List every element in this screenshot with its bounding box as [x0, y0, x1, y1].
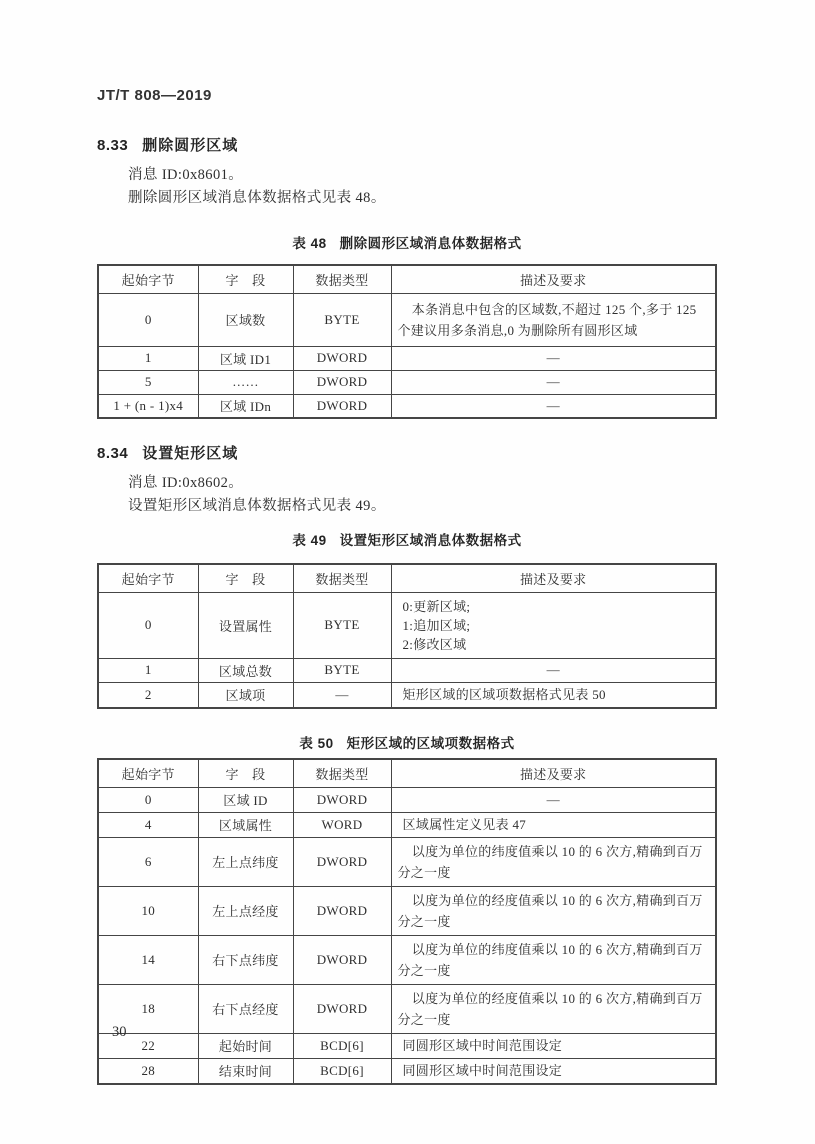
column-header-field: 字 段: [198, 265, 293, 293]
column-header-data-type: 数据类型: [293, 759, 391, 787]
data-type-cell: BYTE: [293, 592, 391, 658]
table-caption-text: 设置矩形区域消息体数据格式: [339, 533, 522, 548]
column-header-field: 字 段: [198, 759, 293, 787]
page-number: 30: [112, 1024, 127, 1040]
data-type-cell: BCD[6]: [293, 1058, 391, 1084]
start-byte-cell: 0: [98, 592, 198, 658]
field-cell: 区域 ID: [198, 787, 293, 812]
field-cell: 设置属性: [198, 592, 293, 658]
column-header-start-byte: 起始字节: [98, 564, 198, 592]
table-caption-text: 删除圆形区域消息体数据格式: [339, 236, 522, 251]
data-type-cell: DWORD: [293, 837, 391, 886]
description-cell: 以度为单位的经度值乘以 10 的 6 次方,精确到百万分之一度: [391, 984, 716, 1033]
table-row: [98, 935, 716, 984]
column-header-data-type: 数据类型: [293, 564, 391, 592]
table-48-caption: [97, 232, 717, 252]
description-cell: 同圆形区域中时间范围设定: [391, 1033, 716, 1058]
paragraph-table-ref: 删除圆形区域消息体数据格式见表 48。: [128, 190, 386, 206]
column-header-start-byte: 起始字节: [98, 759, 198, 787]
field-cell: 右下点纬度: [198, 935, 293, 984]
section-title: 删除圆形区域: [142, 137, 239, 154]
data-type-cell: DWORD: [293, 886, 391, 935]
description-cell: —: [391, 787, 716, 812]
start-byte-cell: 14: [98, 935, 198, 984]
description-cell: 本条消息中包含的区域数,不超过 125 个,多于 125 个建议用多条消息,0 为删除所有圆形区域: [391, 293, 716, 346]
description-cell: 以度为单位的纬度值乘以 10 的 6 次方,精确到百万分之一度: [391, 837, 716, 886]
table-row: [98, 658, 716, 682]
description-cell: 以度为单位的纬度值乘以 10 的 6 次方,精确到百万分之一度: [391, 935, 716, 984]
header-row: [98, 265, 716, 293]
table-row: [98, 592, 716, 658]
start-byte-cell: 2: [98, 682, 198, 708]
data-type-cell: BYTE: [293, 293, 391, 346]
table-row: [98, 293, 716, 346]
field-cell: 左上点纬度: [198, 837, 293, 886]
header-row: [98, 564, 716, 592]
table-row: [98, 886, 716, 935]
section-number: 8.33: [97, 137, 129, 154]
description-cell: —: [391, 370, 716, 394]
table-49: [97, 563, 717, 709]
table-row: [98, 394, 716, 418]
table-48: [97, 264, 717, 419]
start-byte-cell: 5: [98, 370, 198, 394]
data-type-cell: DWORD: [293, 346, 391, 370]
table-row: [98, 837, 716, 886]
start-byte-cell: 22: [98, 1033, 198, 1058]
description-cell: —: [391, 658, 716, 682]
description-cell: —: [391, 346, 716, 370]
data-type-cell: BCD[6]: [293, 1033, 391, 1058]
field-cell: 区域 ID1: [198, 346, 293, 370]
description-line: 2:修改区域: [402, 636, 467, 652]
table-caption-text: 矩形区域的区域项数据格式: [346, 736, 515, 751]
data-type-cell: DWORD: [293, 984, 391, 1033]
data-type-cell: —: [293, 682, 391, 708]
field-cell: 区域数: [198, 293, 293, 346]
description-line: 0:更新区域;: [402, 598, 471, 614]
data-type-cell: BYTE: [293, 658, 391, 682]
description-cell: —: [391, 394, 716, 418]
table-49-caption: [97, 529, 717, 549]
column-header-start-byte: 起始字节: [98, 265, 198, 293]
paragraph-table-ref: 设置矩形区域消息体数据格式见表 49。: [128, 498, 386, 514]
column-header-description: 描述及要求: [391, 265, 716, 293]
table-50: [97, 758, 717, 1085]
data-type-cell: DWORD: [293, 935, 391, 984]
table-row: [98, 346, 716, 370]
field-cell: 区域项: [198, 682, 293, 708]
data-type-cell: DWORD: [293, 787, 391, 812]
section-heading-8-33: [97, 134, 717, 155]
start-byte-cell: 6: [98, 837, 198, 886]
section-number: 8.34: [97, 445, 129, 462]
paragraph-message-id: 消息 ID:0x8601。: [128, 167, 244, 183]
table-row: [98, 812, 716, 837]
start-byte-cell: 0: [98, 787, 198, 812]
start-byte-cell: 1 + (n - 1)x4: [98, 394, 198, 418]
description-cell: 同圆形区域中时间范围设定: [391, 1058, 716, 1084]
start-byte-cell: 28: [98, 1058, 198, 1084]
data-type-cell: DWORD: [293, 370, 391, 394]
table-row: [98, 1033, 716, 1058]
table-row: [98, 1058, 716, 1084]
table-caption-label: 表 49: [292, 533, 327, 548]
field-cell: 区域 IDn: [198, 394, 293, 418]
column-header-data-type: 数据类型: [293, 265, 391, 293]
section-heading-8-34: [97, 442, 717, 463]
description-cell: 区域属性定义见表 47: [391, 812, 716, 837]
field-cell: 区域属性: [198, 812, 293, 837]
table-row: [98, 984, 716, 1033]
start-byte-cell: 0: [98, 293, 198, 346]
start-byte-cell: 4: [98, 812, 198, 837]
table-50-caption: [97, 732, 717, 752]
table-caption-label: 表 48: [292, 236, 327, 251]
field-cell: ……: [198, 370, 293, 394]
description-cell: [391, 592, 716, 658]
start-byte-cell: 1: [98, 658, 198, 682]
header-row: [98, 759, 716, 787]
description-cell: 以度为单位的经度值乘以 10 的 6 次方,精确到百万分之一度: [391, 886, 716, 935]
table-row: [98, 370, 716, 394]
field-cell: 起始时间: [198, 1033, 293, 1058]
start-byte-cell: 18: [98, 984, 198, 1033]
description-cell: 矩形区域的区域项数据格式见表 50: [391, 682, 716, 708]
table-row: [98, 787, 716, 812]
table-caption-label: 表 50: [299, 736, 334, 751]
column-header-field: 字 段: [198, 564, 293, 592]
running-head-standard-number: JT/T 808—2019: [97, 87, 212, 104]
column-header-description: 描述及要求: [391, 564, 716, 592]
column-header-description: 描述及要求: [391, 759, 716, 787]
start-byte-cell: 10: [98, 886, 198, 935]
field-cell: 结束时间: [198, 1058, 293, 1084]
page-content: [97, 0, 717, 1085]
description-line: 1:追加区域;: [402, 617, 471, 633]
data-type-cell: WORD: [293, 812, 391, 837]
table-row: [98, 682, 716, 708]
field-cell: 左上点经度: [198, 886, 293, 935]
section-title: 设置矩形区域: [142, 445, 239, 462]
paragraph-message-id: 消息 ID:0x8602。: [128, 475, 244, 491]
field-cell: 右下点经度: [198, 984, 293, 1033]
data-type-cell: DWORD: [293, 394, 391, 418]
field-cell: 区域总数: [198, 658, 293, 682]
start-byte-cell: 1: [98, 346, 198, 370]
